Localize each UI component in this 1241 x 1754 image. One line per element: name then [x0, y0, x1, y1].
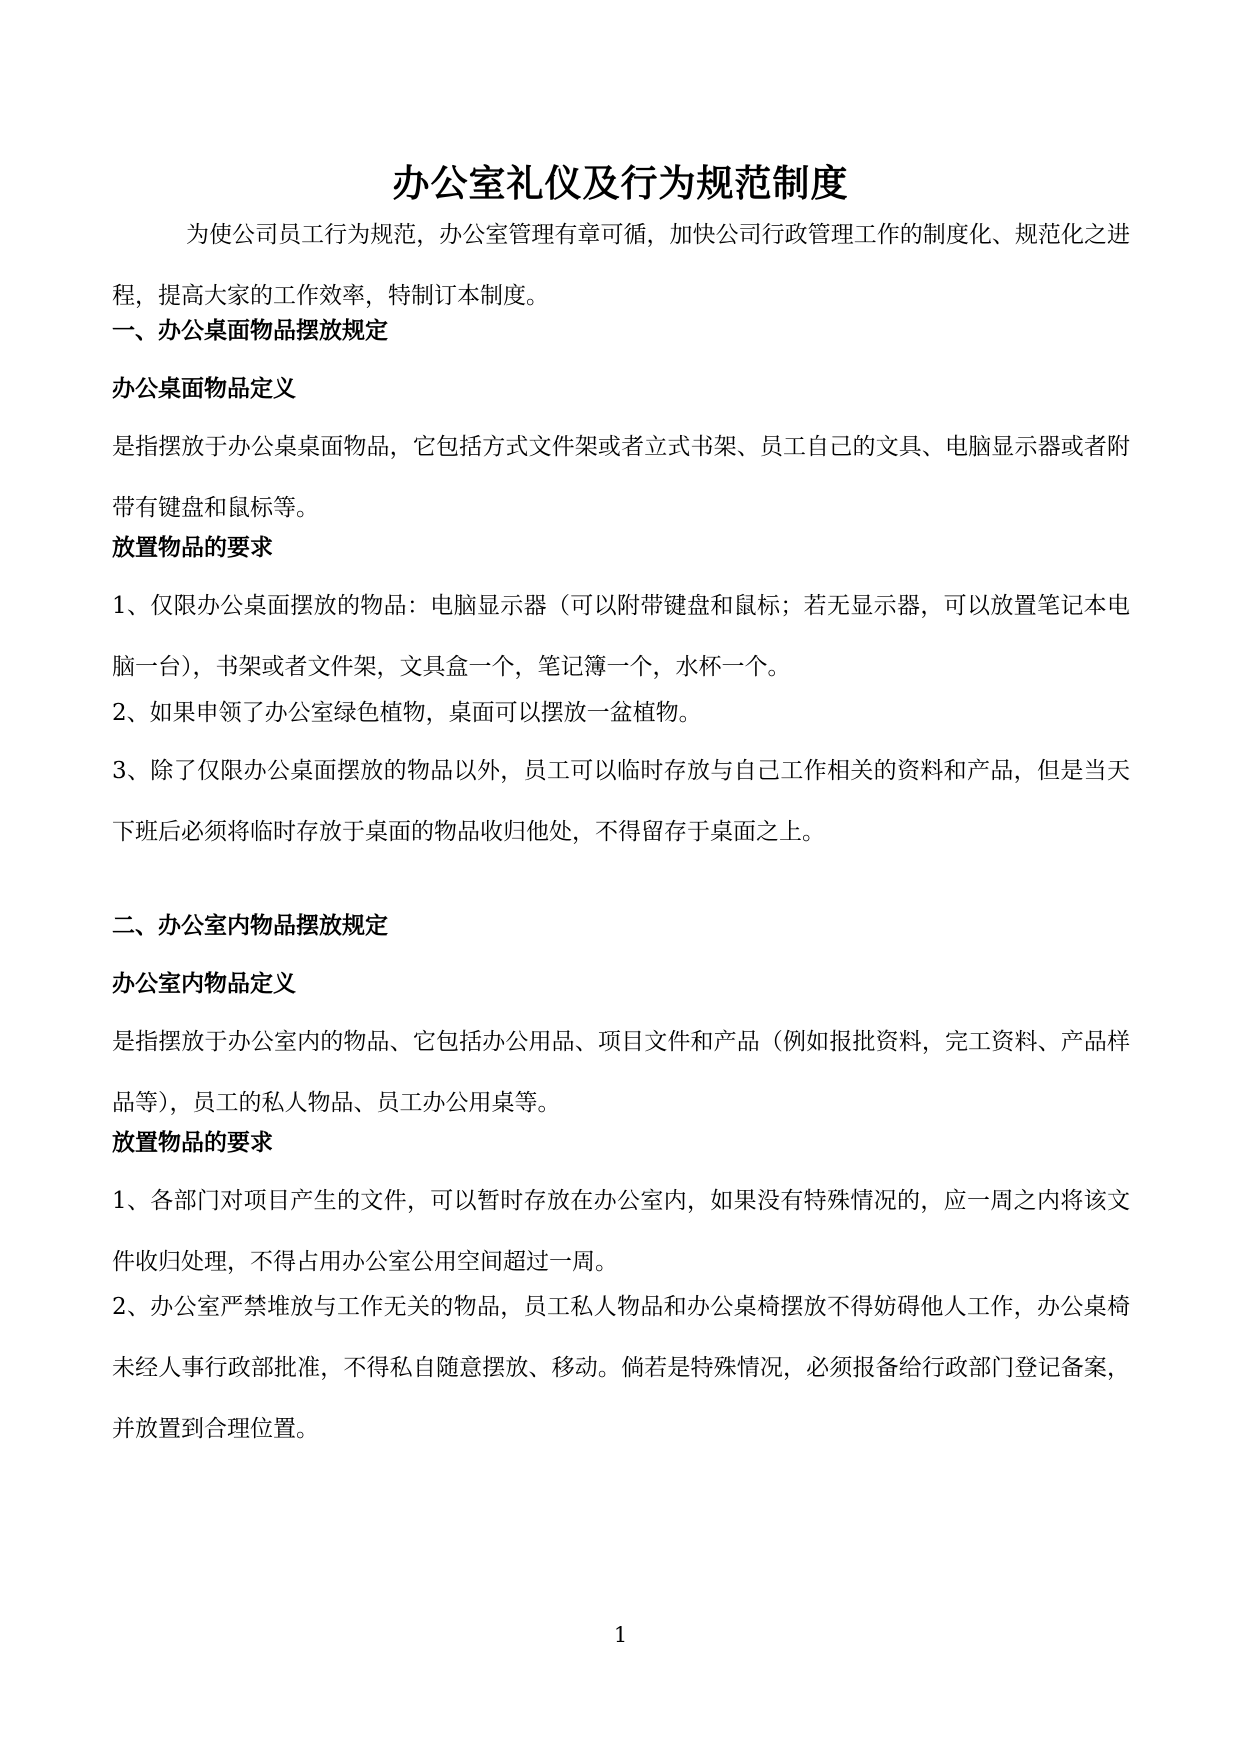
section1-item-3: 3、除了仅限办公桌面摆放的物品以外，员工可以临时存放与自己工作相关的资料和产品，但是当天下班后必须将临时存放于桌面的物品收归他处，不得留存于桌面之上。: [112, 758, 1130, 845]
section2-item-1: 1、各部门对项目产生的文件，可以暂时存放在办公室内，如果没有特殊情况的，应一周之内将该文件收归处理，不得占用办公室公用空间超过一周。: [112, 1188, 1130, 1275]
page-number: 1: [613, 1623, 628, 1647]
section1-item-2: 2、如果申领了办公室绿色植物，桌面可以摆放一盆植物。: [112, 700, 702, 726]
section1-requirements-heading: 放置物品的要求: [112, 534, 273, 561]
section2-requirements-heading: 放置物品的要求: [112, 1129, 273, 1156]
section2-item-2: 2、办公室严禁堆放与工作无关的物品，员工私人物品和办公桌椅摆放不得妨碍他人工作，办公桌椅未经人事行政部批准，不得私自随意摆放、移动。倘若是特殊情况，必须报备给行政部门登记备案，并放置到合理位置。: [112, 1294, 1130, 1442]
section1-heading: 一、办公桌面物品摆放规定: [112, 317, 388, 344]
section1-item-1: 1、仅限办公桌面摆放的物品：电脑显示器（可以附带键盘和鼠标；若无显示器，可以放置笔记本电脑一台），书架或者文件架，文具盒一个，笔记簿一个，水杯一个。: [112, 593, 1130, 680]
section2-heading: 二、办公室内物品摆放规定: [112, 912, 388, 939]
section2-definition-heading: 办公室内物品定义: [112, 970, 296, 997]
section1-definition-heading: 办公桌面物品定义: [112, 375, 296, 402]
intro-paragraph: 为使公司员工行为规范，办公室管理有章可循，加快公司行政管理工作的制度化、规范化之进程，提高大家的工作效率，特制订本制度。: [112, 222, 1130, 309]
section2-definition-paragraph: 是指摆放于办公室内的物品、它包括办公用品、项目文件和产品（例如报批资料，完工资料、产品样品等），员工的私人物品、员工办公用桌等。: [112, 1029, 1130, 1116]
section1-definition-paragraph: 是指摆放于办公桌桌面物品，它包括方式文件架或者立式书架、员工自己的文具、电脑显示器或者附带有键盘和鼠标等。: [112, 434, 1130, 521]
document-title: 办公室礼仪及行为规范制度: [392, 161, 849, 205]
